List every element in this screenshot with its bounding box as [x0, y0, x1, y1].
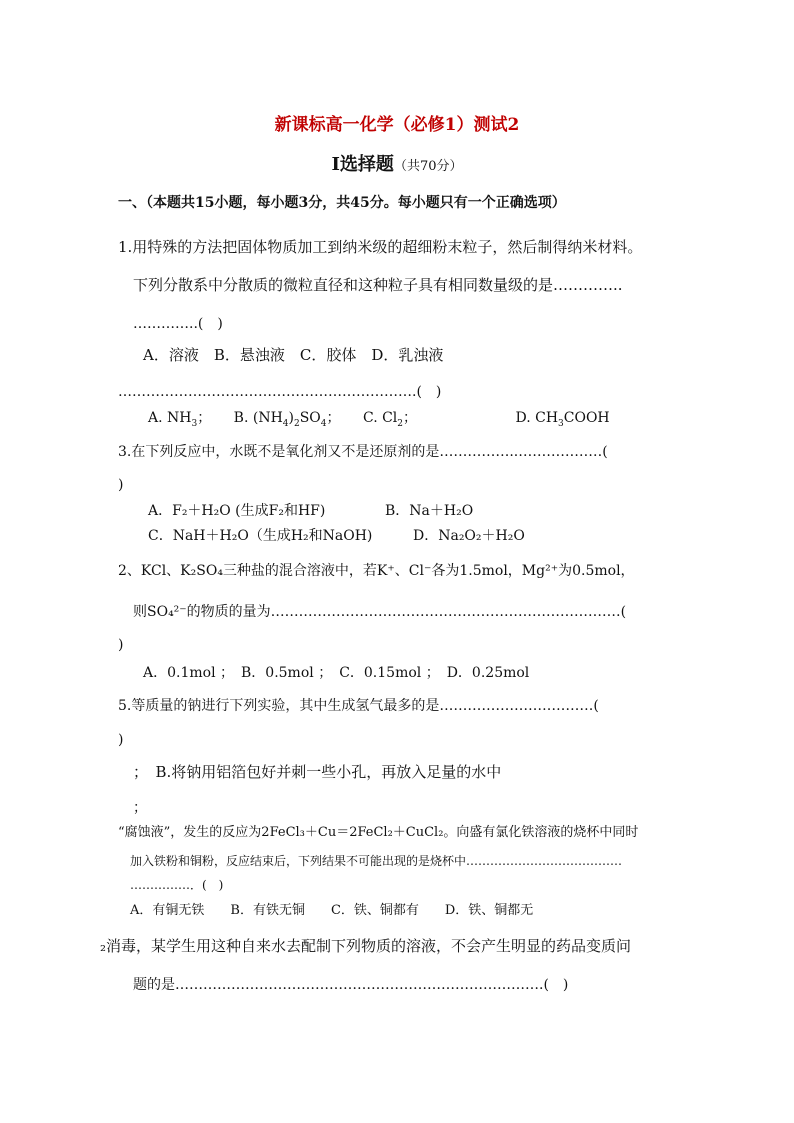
document-title: 新课标高一化学（必修1）测试2	[274, 115, 520, 135]
part1-instructions: 一、（本题共15小题，每小题3分，共45分。每小题只有一个正确选项）	[118, 195, 566, 211]
q5-line2: )	[118, 732, 124, 748]
q4-options: A．0.1mol ； B．0.5mol ； C．0.15mol ； D．0.25mol	[143, 665, 530, 681]
q3-option-b: B．Na＋H₂O	[385, 503, 474, 519]
q2-option-c: C. $Cl_2$；	[362, 410, 418, 429]
q6-options: A．有铜无铁 B．有铁无铜 C．铁、铜都有 D．铁、铜都无	[130, 903, 534, 918]
q2-options	[148, 409, 610, 433]
q6-line1: “腐蚀液”，发生的反应为2FeCl₃＋Cu＝2FeCl₂＋CuCl₂。向盛有氯化铁溶液的烧杯中同时	[118, 825, 639, 840]
q6-line3: ……………．( )	[130, 878, 224, 892]
q7-line2: 题的是…………………………………………………………………….( )	[133, 977, 569, 993]
q4-line3: )	[118, 637, 124, 653]
q1-line1: 1.用特殊的方法把固体物质加工到纳米级的超细粉末粒子，然后制得纳米材料。	[118, 238, 643, 256]
section-heading-note: （共70分）	[393, 159, 463, 174]
q3-option-a: A．F₂＋H₂O (生成F₂和HF)	[148, 503, 326, 519]
q2-option-a: A. $NH_3$；	[148, 410, 212, 429]
q2-option-d: D. $CH_3COOH$	[515, 410, 610, 429]
q6-line2: 加入铁粉和铜粉，反应结束后，下列结果不可能出现的是烧杯中…………………………………	[130, 854, 623, 868]
q5-line4: ；	[133, 800, 147, 816]
q3-line2: )	[118, 477, 124, 493]
q1-line3: …………..( )	[133, 316, 223, 332]
q4-line2: 则SO₄²⁻的物质的量为…………………………………………………………………(	[133, 604, 627, 620]
q2-option-b: B. $(NH_4)_2SO_4$；	[233, 410, 341, 429]
section-heading	[0, 150, 794, 176]
q1-line2: 下列分散系中分散质的微粒直径和这种粒子具有相同数量级的是…………..	[133, 276, 623, 294]
q5-line3: ； B.将钠用铝箔包好并刺一些小孔，再放入足量的水中	[133, 763, 502, 781]
q2-dots: ……………………………………………………….( )	[118, 384, 442, 400]
q7-line1: ₂消毒，某学生用这种自来水去配制下列物质的溶液，不会产生明显的药品变质问	[100, 937, 632, 955]
q3-option-d: D．Na₂O₂＋H₂O	[413, 528, 525, 544]
section-heading-label: Ⅰ选择题	[331, 154, 394, 175]
q3-option-c: C．NaH＋H₂O（生成H₂和NaOH)	[148, 528, 373, 544]
q4-line1: 2、KCl、K₂SO₄三种盐的混合溶液中，若K⁺、Cl⁻各为1.5mol，Mg²⁺为0.5mol，	[118, 563, 635, 579]
q1-options: A．溶液 B．悬浊液 C．胶体 D．乳浊液	[143, 346, 444, 364]
q5-line1: 5.等质量的钠进行下列实验，其中生成氢气最多的是……………………………(	[118, 698, 599, 714]
q3-line1: 3.在下列反应中，水既不是氧化剂又不是还原剂的是……………..………………(	[118, 444, 608, 460]
